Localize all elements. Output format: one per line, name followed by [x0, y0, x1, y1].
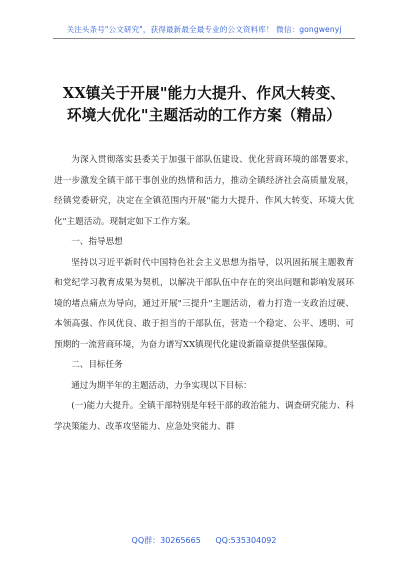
goals-intro-paragraph: 通过为期半年的主题活动，力争实现以下目标： [71, 380, 252, 391]
header-promo-note: 关注头条号"公文研究"，获得最新最全最专业的公文资料库！ 微信：gongwenyj [66, 25, 342, 34]
header-divider [53, 38, 355, 39]
section-heading-guiding-ideology: 一、指导思想 [71, 237, 123, 247]
guiding-ideology-paragraph: 坚持以习近平新时代中国特色社会主义思想为指导，以巩固拓展主题教育和党纪学习教育成果为契机，以解决干部队伍中存在的突出问题和影响发展环境的堵点痛点为导向，通过开展"三提升"主题活动，着力打造一支政治过硬、本领高强、作风优良、敢于担当的干部队伍，营造一个稳定、公平、透明、可预期的一流营商环境，为奋力谱写XX镇现代化建设新篇章提供坚强保障。 [54, 257, 354, 350]
section-heading-goals: 二、目标任务 [71, 360, 123, 370]
goals-item-1-paragraph: (一)能力大提升。全镇干部特别是年轻干部的政治能力、调查研究能力、科学决策能力、改革攻坚能力、应急处突能力、群 [54, 401, 354, 432]
footer-contact [0, 535, 408, 546]
title-line-2: 环境大优化"主题活动的工作方案（精品） [66, 107, 342, 124]
title-line-1: XX镇关于开展"能力大提升、作风大转变、 [62, 85, 346, 102]
footer-qq-group: QQ群：30265665 [131, 536, 201, 545]
document-body [54, 150, 354, 437]
footer-qq: QQ:535304092 [215, 536, 277, 545]
intro-paragraph: 为深入贯彻落实县委关于加强干部队伍建设、优化营商环境的部署要求，进一步激发全镇干部干事创业的热情和活力，推动全镇经济社会高质量发展，经镇党委研究，决定在全镇范围内开展"能力大提升、作风大转变、环境大优化"主题活动。现制定如下工作方案。 [54, 155, 354, 227]
document-title [40, 83, 368, 127]
